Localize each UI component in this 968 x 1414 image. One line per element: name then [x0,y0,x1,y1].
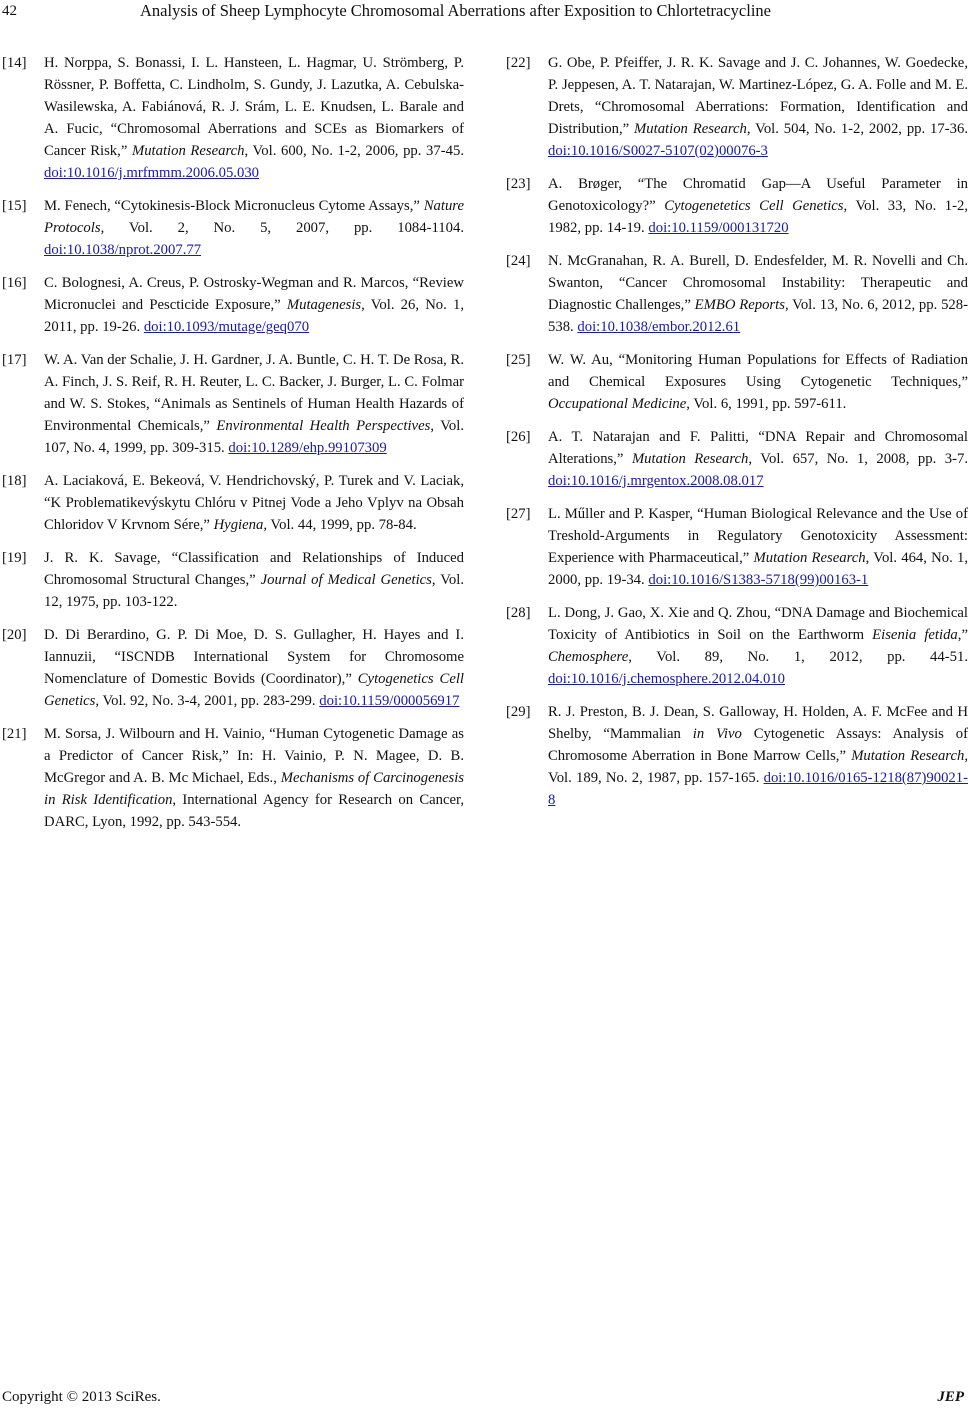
reference-segment: L. Műller and P. Kasper, “Human Biological Relevance and the Use of Treshold-Arguments in Regulatory Genotoxicity Assessment: Experience with Pharmaceutical,” [548,506,968,566]
reference-number: [28] [506,605,531,621]
reference-text [44,52,464,184]
doi-link[interactable]: doi:10.1038/embor.2012.61 [577,319,741,335]
reference-italic: Nature Protocols [44,198,464,236]
reference-segment: L. Dong, J. Gao, X. Xie and Q. Zhou, “DNA Damage and Biochemical Toxicity of Antibiotics in Soil on the Earthworm [548,605,968,643]
reference-number: [23] [506,176,531,192]
copyright-notice: Copyright © 2013 SciRes. [2,1389,161,1405]
reference-item [2,195,464,261]
reference-segment: , Vol. 33, No. 1-2, 1982, pp. 14-19. [548,198,968,236]
reference-item [2,272,464,338]
reference-segment: , Vol. 107, No. 4, 1999, pp. 309-315. [44,418,464,456]
reference-segment: , Vol. 504, No. 1-2, 2002, pp. 17-36. [746,121,968,137]
doi-link[interactable]: doi:10.1038/nprot.2007.77 [44,242,202,258]
reference-number: [24] [506,253,531,269]
reference-italic: Eisenia fetida [872,627,958,643]
reference-item [2,624,464,712]
reference-italic: Chemosphere [548,649,629,665]
reference-text [44,470,464,536]
reference-text [44,195,464,261]
reference-italic: Mutation Research [753,550,866,566]
reference-italic: Mutation Research [851,748,965,764]
reference-segment: , Vol. 26, No. 1, 2011, pp. 19-26. [44,297,465,335]
reference-text [44,349,464,459]
reference-number: [26] [506,429,531,445]
references-right-column [506,52,968,822]
reference-item [506,602,968,690]
reference-italic: Cytogenetics Cell Genetics [44,671,464,709]
reference-italic: Mutation Research [131,143,245,159]
reference-number: [20] [2,627,27,643]
reference-segment: , Vol. 92, No. 3-4, 2001, pp. 283-299. [95,693,320,709]
reference-segment: D. Di Berardino, G. P. Di Moe, D. S. Gullagher, H. Hayes and I. Iannuzii, “ISCNDB International System for Chromosome Nomenclature of Domestic Bovids (Coordinator),” [44,627,464,687]
reference-segment: , Vol. 657, No. 1, 2008, pp. 3-7. [748,451,968,467]
reference-segment: A. Laciaková, E. Bekeová, V. Hendrichovský, P. Turek and V. Laciak, “K Problematikevýskytu Chlóru v Pitnej Vode a Jeho Vplyv na Obsah Chloridov V Krvnom Sére,” [44,473,464,533]
reference-italic: Occupational Medicine [548,396,687,412]
reference-text [548,701,968,811]
reference-text [548,602,968,690]
reference-item [506,426,968,492]
reference-number: [14] [2,55,27,71]
reference-text [548,349,968,415]
doi-link[interactable]: doi:10.1016/0165-1218(87)90021-8 [548,770,968,808]
reference-segment: , Vol. 189, No. 2, 1987, pp. 157-165. [548,748,968,786]
reference-item [2,52,464,184]
reference-number: [25] [506,352,531,368]
doi-link[interactable]: doi:10.1289/ehp.99107309 [228,440,387,456]
reference-segment: , Vol. 89, No. 1, 2012, pp. 44-51. [628,649,968,665]
reference-text [548,503,968,591]
journal-abbrev: JEP [937,1389,964,1405]
reference-segment: H. Norppa, S. Bonassi, I. L. Hansteen, L. Hagmar, U. Strömberg, P. Rössner, P. Boffetta, C. Lindholm, S. Gundy, J. Lazutka, A. Cebulska-Wasilewska, A. Fabiánová, R. J. Srám, L. E. Knudsen, L. Barale and A. Fucic, “Chromosomal Aberrations and SCEs as Biomarkers of Cancer Risk,” [44,55,464,159]
reference-italic: Cytogenetetics Cell Genetics [664,198,844,214]
doi-link[interactable]: doi:10.1016/S0027-5107(02)00076-3 [548,143,768,159]
reference-number: [29] [506,704,531,720]
reference-segment: A. T. Natarajan and F. Palitti, “DNA Repair and Chromosomal Alterations,” [548,429,968,467]
doi-link[interactable]: doi:10.1016/j.chemosphere.2012.04.010 [548,671,786,687]
running-title: Analysis of Sheep Lymphocyte Chromosomal Aberrations after Exposition to Chlortetracycline [140,1,771,20]
page-footer [0,1389,968,1409]
reference-item [2,349,464,459]
reference-item [506,503,968,591]
references-left-column [2,52,464,844]
reference-number: [27] [506,506,531,522]
reference-segment: Cytogenetic Assays: Analysis of Chromosome Aberration in Bone Marrow Cells,” [548,726,968,764]
reference-text [548,250,968,338]
reference-segment: , International Agency for Research on Cancer, DARC, Lyon, 1992, pp. 543-554. [44,792,465,830]
reference-item [506,701,968,811]
reference-text [548,173,968,239]
reference-number: [19] [2,550,27,566]
reference-italic: EMBO Reports [694,297,785,313]
doi-link[interactable]: doi:10.1159/000131720 [648,220,789,236]
reference-item [506,250,968,338]
doi-link[interactable]: doi:10.1016/j.mrgentox.2008.08.017 [548,473,764,489]
reference-italic: in Vivo [692,726,742,742]
reference-item [2,723,464,833]
reference-text [44,624,464,712]
page-number: 42 [2,3,17,19]
page-header [0,0,968,24]
reference-segment: M. Fenech, “Cytokinesis-Block Micronucleus Cytome Assays,” [44,198,424,214]
reference-segment: M. Sorsa, J. Wilbourn and H. Vainio, “Human Cytogenetic Damage as a Predictor of Cancer Risk,” In: H. Vainio, P. N. Magee, D. B. McGregor and A. B. Mc Michael, Eds., [44,726,464,786]
reference-number: [18] [2,473,27,489]
reference-segment: , Vol. 2, No. 5, 2007, pp. 1084-1104. [100,220,464,236]
doi-link[interactable]: doi:10.1016/j.mrfmmm.2006.05.030 [44,165,260,181]
reference-segment: , Vol. 13, No. 6, 2012, pp. 528-538. [548,297,968,335]
reference-number: [21] [2,726,27,742]
reference-segment: , Vol. 6, 1991, pp. 597-611. [686,396,847,412]
reference-italic: Journal of Medical Genetics [260,572,432,588]
reference-segment: , Vol. 44, 1999, pp. 78-84. [263,517,417,533]
reference-italic: Mutation Research [631,451,749,467]
reference-item [2,470,464,536]
reference-segment: G. Obe, P. Pfeiffer, J. R. K. Savage and J. C. Johannes, W. Goedecke, P. Jeppesen, A. T. Natarajan, W. Martinez-López, G. A. Folle and M. E. Drets, “Chromosomal Aberrations: Formation, Identification and Distribution,” [548,55,968,137]
reference-text [548,52,968,162]
reference-segment: R. J. Preston, B. J. Dean, S. Galloway, H. Holden, A. F. McFee and H Shelby, “Mammalian [548,704,968,742]
reference-segment: , Vol. 12, 1975, pp. 103-122. [44,572,464,610]
reference-segment: J. R. K. Savage, “Classification and Relationships of Induced Chromosomal Structural Changes,” [44,550,464,588]
reference-italic: Mechanisms of Carcinogenesis in Risk Identification [44,770,464,808]
reference-number: [16] [2,275,27,291]
reference-segment: , Vol. 600, No. 1-2, 2006, pp. 37-45. [244,143,464,159]
reference-segment: N. McGranahan, R. A. Burell, D. Endesfelder, M. R. Novelli and Ch. Swanton, “Cancer Chromosomal Instability: Therapeutic and Diagnostic Challenges,” [548,253,968,313]
reference-text [44,723,464,833]
doi-link[interactable]: doi:10.1093/mutage/geq070 [143,319,310,335]
reference-text [44,547,464,613]
reference-italic: Hygiena [213,517,264,533]
reference-item [506,349,968,415]
reference-segment: W. W. Au, “Monitoring Human Populations for Effects of Radiation and Chemical Exposures Using Cytogenetic Techniques,” [548,352,968,390]
reference-item [506,173,968,239]
reference-segment: W. A. Van der Schalie, J. H. Gardner, J. A. Buntle, C. H. T. De Rosa, R. A. Finch, J. S. Reif, R. H. Reuter, L. C. Backer, J. Burger, L. C. Folmar and W. S. Stokes, “Animals as Sentinels of Human Health Hazards of Environmental Chemicals,” [44,352,464,434]
doi-link[interactable]: doi:10.1016/S1383-5718(99)00163-1 [648,572,869,588]
reference-text [548,426,968,492]
reference-number: [17] [2,352,27,368]
reference-item [2,547,464,613]
reference-text [44,272,464,338]
doi-link[interactable]: doi:10.1159/000056917 [319,693,460,709]
reference-segment: ,” [957,627,968,643]
reference-segment: , Vol. 464, No. 1, 2000, pp. 19-34. [548,550,968,588]
reference-italic: Mutation Research [634,121,747,137]
reference-italic: Environmental Health Perspectives [216,418,431,434]
reference-item [506,52,968,162]
reference-segment: C. Bolognesi, A. Creus, P. Ostrosky-Wegman and R. Marcos, “Review Micronuclei and Pescticide Exposure,” [44,275,464,313]
reference-number: [22] [506,55,531,71]
reference-italic: Mutagenesis [286,297,362,313]
reference-number: [15] [2,198,27,214]
reference-segment: A. Brøger, “The Chromatid Gap—A Useful Parameter in Genotoxicology?” [548,176,968,214]
